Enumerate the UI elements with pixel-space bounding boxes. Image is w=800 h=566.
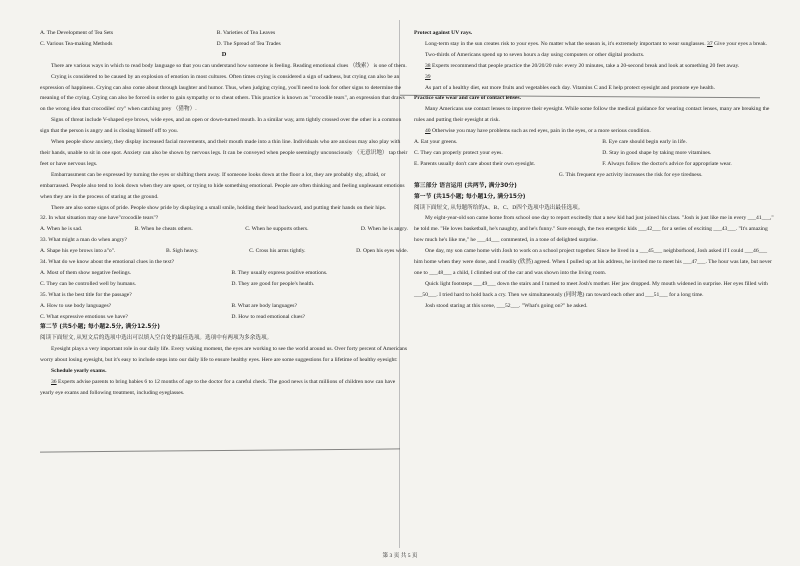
option: C. Cross his arms tightly.: [249, 248, 306, 255]
option: A. How to use body languages?: [40, 302, 112, 309]
blank-paragraph: [40, 377, 408, 399]
question-35: 35. What is the best title for the passage?: [40, 291, 132, 298]
question-33: 33. What might a man do when angry?: [40, 237, 127, 244]
blank-39[interactable]: 39: [425, 73, 431, 80]
options-row: [414, 137, 776, 148]
option: D. They are good for people's health.: [231, 280, 315, 287]
option: C. What expressive emotions we have?: [40, 313, 128, 320]
option: D. The Spread of Tea Trades: [216, 40, 281, 47]
section-heading: 第一节 (共15小题; 每小题1分, 满分15分): [414, 193, 526, 200]
blank-37[interactable]: 37: [707, 40, 713, 47]
blank-paragraph: [414, 61, 776, 72]
blank-text: Experts advise parents to bring babies 6 to 12 months of age to the doctor for a careful check. The good news is that millions of children now can have yearly eye exams and following treatment, including eyeglasses.: [40, 379, 396, 396]
section-instructions: 阅读下面短文, 从短文后的选项中选出可以填入空白处的最佳选项。选项中有两项为多余选项。: [40, 335, 273, 342]
option: A. When he is sad.: [40, 226, 83, 233]
page-footer: 第 3 页 共 5 页: [382, 553, 418, 559]
options-row: [40, 279, 408, 290]
passage-paragraph: Signs of threat include V-shaped eye brows, wide eyes, and an open or down-turned mouth. In a similar way, arm tightly crossed over the other is a common sign that the person is angry and is closing himself off to you.: [40, 117, 402, 135]
blank-line: [414, 72, 776, 83]
options-row: [40, 224, 408, 235]
option: E. Parents usually don't care about their own eyesight.: [414, 160, 536, 167]
section-heading: 第二节 (共5小题; 每小题2.5分, 满分12.5分): [40, 324, 160, 331]
option: D. Stay in good shape by taking more vitamines.: [602, 149, 712, 156]
option: B. They usually express positive emotions.: [231, 269, 328, 276]
blank-40[interactable]: 40: [425, 128, 431, 135]
options-row: [40, 246, 408, 257]
option: B. Sigh heavy.: [165, 248, 199, 255]
option: C. They can be controlled well by humans.: [40, 280, 137, 287]
option: A. Shape his eye brows into a"o".: [40, 248, 116, 255]
options-row: [414, 148, 776, 159]
passage-paragraph: When people show anxiety, they display increased facial movements, and their mouth made into a thin line. Individuals who are anxious may also play with their hands, unable to sit in one spot. Anxiety can also be shown by nervous legs. It can be conveyed when people seemingly unconsciously （无意识地） tap their feet or have nervous legs.: [40, 139, 408, 167]
options-row: [40, 39, 408, 50]
option: B. What are body languages?: [231, 302, 297, 309]
option: B. Varieties of Tea Leaves: [216, 30, 276, 36]
paragraph-text: Experts recommend that people practice the 20/20/20 rule: every 20 minutes, take a 20-second break and look at something 20 feet away.: [432, 62, 740, 69]
option: D. When he is angry.: [360, 226, 408, 233]
option: F. Always follow the doctor's advice for appropriate wear.: [602, 160, 732, 167]
passage-paragraph: There are various ways in which to read body language so that you can understand how someone is feeling. Reading emotional clues （线索） is one of them.: [51, 62, 407, 69]
options-row: [40, 312, 408, 323]
question-32: 32. In what situation may one have"crocodile tears"?: [40, 215, 159, 222]
right-column: [414, 28, 776, 312]
subheading: Schedule yearly exams.: [51, 368, 107, 375]
blank-paragraph: [414, 126, 776, 137]
options-row: [40, 28, 408, 39]
passage-paragraph: Many Americans use contact lenses to improve their eyesight. While some follow the medical guidance for wearing contact lenses, many are breaking the rules and putting their eyesight at risk.: [414, 106, 770, 124]
subheading: Practice safe wear and care of contact lenses.: [414, 95, 521, 102]
part-heading: 第三部分 语言运用 (共两节, 满分30分): [414, 182, 517, 189]
passage-paragraph: Eyesight plays a very important role in our daily life. Every waking moment, the eyes are working to see the world around us. Over forty percent of Americans worry about losing eyesight, but it's easy to include steps into our daily life to ensure healthy eyes. Here are some suggestions for a lifetime of healthy eyesight:: [40, 346, 408, 364]
story-paragraph: Quick light footsteps ___49___ down the stairs and I turned to meet Josh's mother. Her jaw dropped. My mouth widened in surprise. Her eyes filled with ___50___. I tried hard to hold back a cry. Then we simultaneously (同时地) ran toward each other and ___51___ for a long time.: [414, 280, 768, 298]
subheading: Protect against UV rays.: [414, 30, 473, 36]
left-column: [40, 28, 408, 399]
paragraph-text: Give your eyes a break.: [714, 40, 768, 47]
option: C. They can properly protect your eyes.: [414, 149, 503, 156]
paragraph-text: Long-term stay in the sun creates risk to your eyes. No matter what the season is, it's extremely important to wear sunglasses.: [425, 40, 706, 47]
story-paragraph: My eight-year-old son came home from school one day to report excitedly that a new kid had just joined his class. "Josh is just like me in every ___41___," he told me. "He loves basketball, he's naughty, and he's funny." Sure enough, the two energetic kids ___42___ for a series of exciting ___43___. "It's amazing how much he's like me," he ___44___ commented, in a tone of delighted surprise.: [414, 215, 774, 244]
option: B. Eye care should begin early in life.: [602, 139, 687, 146]
option: A. The Development of Tea Sets: [40, 30, 114, 36]
story-paragraph: Josh stood staring at this scene, ___52___. "What's going on?" he asked.: [425, 302, 588, 309]
option: A. Most of them show negative feelings.: [40, 269, 132, 276]
passage-paragraph: Embarrassment can be expressed by turning the eyes or shifting them away. If someone looks down at the floor a lot, they are probably shy, afraid, or embarrassed. People also tend to look down when they are upset, or trying to hide something emotional. People are often thinking and feeling unpleasant emotions when they are in the process of staring at the ground.: [40, 171, 405, 200]
option: D. How to read emotional clues?: [231, 313, 305, 320]
question-34: 34. What do we know about the emotional clues in the text?: [40, 259, 175, 266]
option: C. Various Tea-making Methods: [40, 40, 113, 47]
story-paragraph: One day, my son came home with Josh to work on a school project together. Since he lived in a ___45___ neighborhood, Josh asked if I could ___46___ him home when they were done, and I readily (欣然) agreed. When I pulled up at his address, he invited me to meet his ___47___. The hour was late, but never one to ___48___ a child, I climbed out of the car and was shown into the living room.: [414, 248, 772, 276]
passage-paragraph: There are also some signs of pride. People show pride by displaying a small smile, holding their head backward, and putting their hands on their hips.: [51, 204, 387, 211]
passage-paragraph: Two-thirds of Americans spend up to seven hours a day using computers or other digital products.: [425, 51, 645, 58]
options-row: [40, 268, 408, 279]
passage-paragraph: Crying is considered to be caused by an explosion of emotion in most cultures. Often times crying is considered a sign of sadness, but crying can also be an expression of happiness. Crying can also come about through laughter and humor. Thus, when judging crying, you'll need to look for other signs to determine the meaning of the crying. Crying can also be forced in order to gain sympathy or to cheat others. This practice is known as "crocodile tears", an expression that draws on the wrong idea that crocodiles' cry" when catching prey （猎物）.: [40, 73, 405, 113]
blank-36[interactable]: 36: [51, 379, 57, 385]
blank-paragraph: [414, 39, 776, 50]
option: A. Eat your greens.: [414, 139, 458, 146]
options-row: [40, 301, 408, 312]
blank-38[interactable]: 38: [425, 62, 431, 69]
paragraph-text: Otherwise you may have problems such as red eyes, pain in the eyes, or a more serious condition.: [432, 128, 651, 135]
option: C. When he supports others.: [245, 226, 309, 233]
options-row: [414, 159, 776, 170]
option: G. This frequent eye activity increases the risk for eye tiredness.: [558, 171, 703, 178]
section-instructions: 阅读下面短文, 从每题所给的A、B、C、D四个选项中选出最佳选项。: [414, 204, 584, 211]
passage-paragraph: As part of a healthy diet, eat more fruits and vegetables each day. Vitamins C and E help protect eyesight and promote eye health.: [425, 84, 715, 91]
option: D. Open his eyes wide.: [356, 248, 408, 255]
option: B. When he cheats others.: [134, 226, 193, 233]
passage-letter: D: [221, 50, 227, 58]
scan-line: [40, 448, 400, 452]
